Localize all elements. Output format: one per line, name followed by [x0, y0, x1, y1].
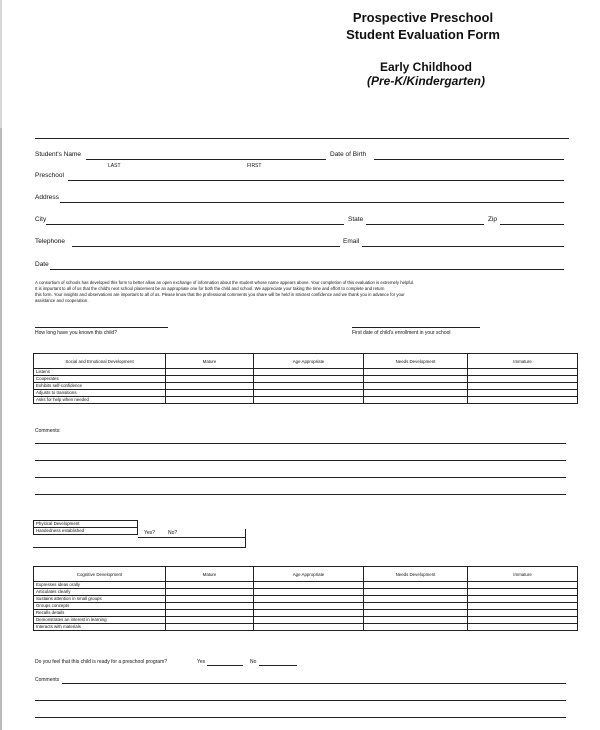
- address-field[interactable]: [60, 202, 564, 203]
- physical-heading: Physical Development: [34, 521, 138, 528]
- rating-cell[interactable]: [468, 624, 578, 631]
- student-name-label: Student's Name: [35, 151, 82, 158]
- rating-cell[interactable]: [364, 603, 468, 610]
- comments-line-3[interactable]: [35, 477, 566, 478]
- comments-label: Comments:: [35, 428, 61, 434]
- rating-cell[interactable]: [254, 610, 364, 617]
- form-title-line1: Prospective Preschool: [352, 10, 494, 25]
- social-header-immature: Immature: [468, 354, 578, 369]
- table-row: [34, 521, 138, 528]
- rating-cell[interactable]: [254, 376, 364, 383]
- rating-cell[interactable]: [364, 383, 468, 390]
- cognitive-header-category: Cognitive Development: [34, 567, 166, 582]
- rating-cell[interactable]: [254, 589, 364, 596]
- rating-cell[interactable]: [166, 624, 254, 631]
- comments-line-4[interactable]: [35, 494, 566, 495]
- comments-2-line-3[interactable]: [35, 717, 566, 718]
- rating-cell[interactable]: [364, 610, 468, 617]
- last-name-caption: LAST: [108, 163, 121, 169]
- handedness-label: Handedness established: [34, 528, 138, 535]
- intro-line-2: It is important to all of us that the child's next school placement be an appropriate one for both the child and school. We appreciate your taking the time and effort to complete and return: [35, 286, 385, 291]
- rating-cell[interactable]: [468, 369, 578, 376]
- student-name-field[interactable]: [86, 159, 326, 160]
- rating-cell[interactable]: [166, 589, 254, 596]
- handedness-no[interactable]: No?: [168, 530, 178, 536]
- rating-cell[interactable]: [166, 582, 254, 589]
- rating-cell[interactable]: [254, 397, 364, 404]
- cognitive-row-label: Articulates clearly: [34, 589, 166, 596]
- first-enrollment-label: First date of child's enrollment in your school: [352, 330, 451, 336]
- ready-yes-field[interactable]: [207, 665, 243, 666]
- rating-cell[interactable]: [166, 376, 254, 383]
- intro-line-3: this form. Your insights and observations are important to all of us. Please know that the professional comments you share will be held in strictest confidence and we thank you in advance for your: [35, 292, 405, 297]
- physical-development-table: [33, 520, 138, 535]
- cognitive-row-label: Recalls details: [34, 610, 166, 617]
- rating-cell[interactable]: [468, 603, 578, 610]
- city-field[interactable]: [46, 224, 344, 225]
- table-row: [34, 383, 578, 390]
- zip-field[interactable]: [500, 224, 564, 225]
- how-long-label: How long have you known this child?: [35, 330, 117, 336]
- header-rule: [35, 138, 569, 139]
- comments-2-line-2[interactable]: [35, 700, 566, 701]
- rating-cell[interactable]: [166, 617, 254, 624]
- rating-cell[interactable]: [166, 596, 254, 603]
- rating-cell[interactable]: [166, 610, 254, 617]
- table-row: [34, 610, 578, 617]
- rating-cell[interactable]: [364, 390, 468, 397]
- rating-cell[interactable]: [364, 589, 468, 596]
- table-row: [34, 528, 138, 535]
- table-row: [34, 603, 578, 610]
- cognitive-row-label: Interacts with materials: [34, 624, 166, 631]
- cognitive-row-label: Sustains attention in small groups: [34, 596, 166, 603]
- social-row-label: Adjusts to transitions: [34, 390, 166, 397]
- social-row-label: Asks for help when needed: [34, 397, 166, 404]
- address-label: Address: [35, 194, 59, 201]
- intro-paragraph: [35, 280, 555, 304]
- table-row: [34, 390, 578, 397]
- rating-cell[interactable]: [468, 383, 578, 390]
- preschool-field[interactable]: [68, 180, 564, 181]
- social-row-label: Listens: [34, 369, 166, 376]
- dob-label: Date of Birth: [330, 151, 367, 158]
- email-label: Email: [343, 238, 360, 245]
- rating-cell[interactable]: [364, 582, 468, 589]
- comments-line-1[interactable]: [35, 443, 566, 444]
- physical-bottom-rule: [33, 547, 246, 548]
- rating-cell[interactable]: [166, 383, 254, 390]
- rating-cell[interactable]: [364, 596, 468, 603]
- form-subtitle-line1: Early Childhood: [379, 60, 472, 74]
- rating-cell[interactable]: [468, 397, 578, 404]
- cognitive-row-label: Expresses ideas orally: [34, 582, 166, 589]
- comments-2-line-1[interactable]: [62, 683, 566, 684]
- city-label: City: [35, 216, 47, 223]
- cognitive-row-label: Demonstrates an interest in learning: [34, 617, 166, 624]
- cognitive-header-immature: Immature: [468, 567, 578, 582]
- cognitive-header-age-appropriate: Age Appropriate: [254, 567, 364, 582]
- date-label: Date: [35, 261, 49, 268]
- state-label: State: [348, 216, 364, 223]
- how-long-field[interactable]: [35, 327, 168, 328]
- rating-cell[interactable]: [364, 617, 468, 624]
- email-field[interactable]: [362, 246, 564, 247]
- rating-cell[interactable]: [468, 610, 578, 617]
- social-emotional-table: [33, 353, 578, 404]
- rating-cell[interactable]: [254, 383, 364, 390]
- cognitive-row-label: Groups concepts: [34, 603, 166, 610]
- cognitive-development-table: [33, 566, 578, 631]
- form-title-line2: Student Evaluation Form: [346, 27, 500, 42]
- rating-cell[interactable]: [468, 582, 578, 589]
- telephone-label: Telephone: [35, 238, 65, 245]
- rating-cell[interactable]: [166, 390, 254, 397]
- rating-cell[interactable]: [254, 596, 364, 603]
- rating-cell[interactable]: [364, 376, 468, 383]
- rating-cell[interactable]: [254, 369, 364, 376]
- rating-cell[interactable]: [254, 390, 364, 397]
- rating-cell[interactable]: [254, 624, 364, 631]
- rating-cell[interactable]: [166, 369, 254, 376]
- handedness-yes[interactable]: Yes?: [144, 530, 155, 536]
- social-header-category: Social and Emotional Development: [34, 354, 166, 369]
- form-subtitle-line2: (Pre-K/Kindergarten): [366, 74, 485, 88]
- social-header-age-appropriate: Age Appropriate: [254, 354, 364, 369]
- rating-cell[interactable]: [254, 603, 364, 610]
- rating-cell[interactable]: [468, 617, 578, 624]
- first-enrollment-field[interactable]: [352, 327, 480, 328]
- rating-cell[interactable]: [364, 624, 468, 631]
- table-row: [34, 369, 578, 376]
- rating-cell[interactable]: [468, 589, 578, 596]
- table-row: [34, 624, 578, 631]
- first-name-caption: FIRST: [247, 163, 262, 169]
- ready-yes-label: Yes: [197, 659, 206, 665]
- cognitive-header-mature: Mature: [166, 567, 254, 582]
- rating-cell[interactable]: [468, 376, 578, 383]
- comments-line-2[interactable]: [35, 460, 566, 461]
- rating-cell[interactable]: [468, 390, 578, 397]
- ready-question: Do you feel that this child is ready for a preschool program?: [35, 659, 168, 665]
- preschool-label: Preschool: [35, 172, 64, 179]
- social-header-mature: Mature: [166, 354, 254, 369]
- rating-cell[interactable]: [364, 397, 468, 404]
- date-field[interactable]: [50, 269, 564, 270]
- cognitive-table-header: [34, 567, 578, 582]
- social-table-header: [34, 354, 578, 369]
- social-header-needs-development: Needs Development: [364, 354, 468, 369]
- comments-2-label: Comments: [35, 677, 60, 683]
- rating-cell[interactable]: [468, 596, 578, 603]
- rating-cell[interactable]: [364, 369, 468, 376]
- handedness-rule: [138, 537, 246, 538]
- rating-cell[interactable]: [166, 603, 254, 610]
- rating-cell[interactable]: [166, 397, 254, 404]
- table-row: [34, 397, 578, 404]
- table-row: [34, 582, 578, 589]
- rating-cell[interactable]: [254, 617, 364, 624]
- dob-field[interactable]: [374, 159, 564, 160]
- rating-cell[interactable]: [254, 582, 364, 589]
- ready-no-field[interactable]: [259, 665, 297, 666]
- cognitive-header-needs-development: Needs Development: [364, 567, 468, 582]
- table-row: [34, 596, 578, 603]
- intro-line-1: A consortium of schools has developed this form to better allow an open exchange of information about the student whose name appears above. Your completion of this evaluation is extremely helpful.: [35, 280, 415, 285]
- page-left-border: [0, 128, 2, 730]
- table-row: [34, 376, 578, 383]
- table-row: [34, 589, 578, 596]
- telephone-field[interactable]: [72, 246, 340, 247]
- state-field[interactable]: [366, 224, 484, 225]
- social-row-label: Cooperates: [34, 376, 166, 383]
- table-row: [34, 617, 578, 624]
- zip-label: Zip: [488, 216, 498, 223]
- social-row-label: Exhibits self-confidence: [34, 383, 166, 390]
- physical-right-rule: [245, 529, 246, 547]
- ready-no-label: No: [250, 659, 257, 665]
- intro-line-4: assistance and cooperation.: [35, 298, 89, 303]
